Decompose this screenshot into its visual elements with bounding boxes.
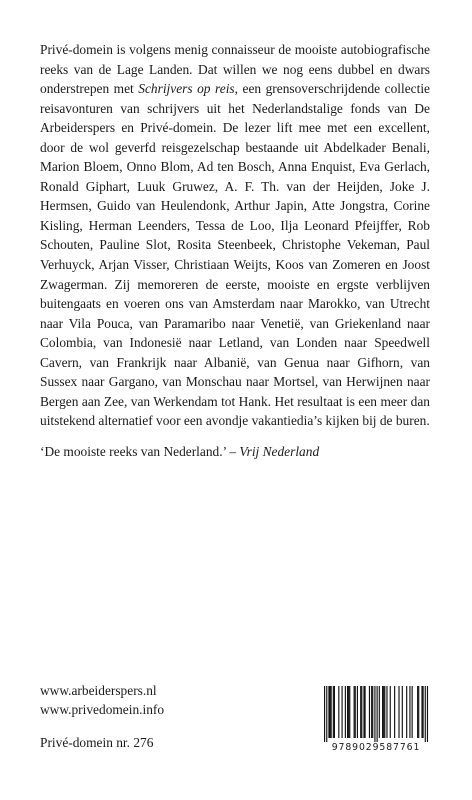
barcode-bar: [406, 686, 407, 738]
barcode-bar: [374, 686, 375, 742]
barcode-bar: [379, 686, 380, 738]
blurb-part-2: , een grensoverschrijdende collectie reisavonturen van schrijvers uit het Nederlandstalige fonds van De Arbeiderspers en Privé-domein. De lezer lift mee met een excellent, door de wol geverfd reisgezelschap bestaande uit Abdelkader Benali, Marion Bloem, Onno Blom, Ad ten Bosch, Anna Enquist, Eva Gerlach, Ronald Giphart, Luuk Gruwez, A. F. Th. van der Heijden, Joke J. Hermsen, Guido van Heulendonk, Arthur Japin, Atte Jongstra, Corine Kisling, Herman Leenders, Tessa de Loo, Ilja Leonard Pfeijffer, Rob Schouten, Pauline Slot, Rosita Steenbeek, Christophe Vekeman, Paul Verhuyck, Arjan Visser, Christiaan Weijts, Koos van Zomeren en Joost Zwagerman. Zij memoreren de eerste, mooiste en ergste verblijven buitengaats en voeren ons van Amsterdam naar Marokko, van Utrecht naar Vila Pouca, van Paramaribo naar Venetië, van Griekenland naar Colombia, van Indonesië naar Letland, van Londen naar Speedwell Cavern, van Frankrijk naar Albanië, van Genua naar Gifhorn, van Sussex naar Gargano, van Monschau naar Mortsel, van Herwijnen naar Bergen aan Zee, van Werkendam tot Hank. Het resultaat is een meer dan uitstekend alternatief voor een avondje vakantiedia’s kijken bij de buren.: [40, 81, 430, 429]
barcode-digits: 9789029587761: [331, 742, 421, 753]
barcode-bar: [421, 686, 422, 738]
url-arbeiderspers: www.arbeiderspers.nl: [40, 683, 157, 698]
barcode-bar: [398, 686, 399, 738]
barcode-bar: [360, 686, 361, 738]
barcode-bar: [390, 686, 391, 738]
barcode-bar: [348, 686, 349, 738]
barcode-bar: [334, 686, 335, 738]
barcode-bar: [369, 686, 370, 738]
barcode-bar: [418, 686, 419, 738]
barcode-bar: [363, 686, 364, 738]
barcode-bar: [361, 686, 362, 738]
blurb-text: [40, 40, 430, 431]
barcode-bar: [402, 686, 403, 738]
book-title-italic: Schrijvers op reis: [138, 81, 235, 97]
barcode-bar: [331, 686, 332, 738]
review-quote: [40, 442, 430, 462]
barcode-bar: [409, 686, 410, 738]
barcode-bar: [412, 686, 413, 738]
url-privedomein: www.privedomein.info: [40, 702, 165, 717]
barcode-bar: [347, 686, 348, 738]
barcode-bar: [345, 686, 346, 738]
publisher-urls: [40, 681, 290, 719]
barcode-bar: [372, 686, 373, 738]
barcode-bar: [371, 686, 372, 738]
barcode-bar: [355, 686, 356, 738]
blurb-part-1: Privé-domein is volgens menig connaisseur de mooiste autobiografische reeks van de Lage Landen. Dat willen we nog eens dubbel en dwars onderstrepen met: [40, 42, 430, 97]
quote-text: ‘De mooiste reeks van Nederland.’ –: [40, 444, 240, 459]
barcode-bar: [377, 686, 378, 742]
barcode-bar: [333, 686, 334, 738]
quote-source: Vrij Nederland: [239, 444, 320, 459]
barcode-bar: [417, 686, 418, 738]
barcode-bar: [324, 686, 325, 742]
barcode-bar: [382, 686, 383, 738]
barcode-bar: [357, 686, 358, 738]
barcode-bar: [342, 686, 343, 738]
barcode-bar: [384, 686, 385, 738]
barcode-bar: [326, 686, 327, 742]
series-number: Privé-domein nr. 276: [40, 735, 154, 750]
barcode-bar: [338, 686, 339, 738]
barcode-bar: [427, 686, 428, 742]
barcode-bar: [329, 686, 330, 738]
barcode-bar: [328, 686, 329, 738]
barcode-bar: [425, 686, 426, 742]
barcode-bar: [394, 686, 395, 738]
barcode-bar: [365, 686, 366, 738]
barcode-bar: [349, 686, 350, 738]
barcode-bar: [354, 686, 355, 738]
barcode-bar: [423, 686, 424, 738]
barcode-bars: [317, 686, 435, 742]
barcode-bar: [383, 686, 384, 738]
barcode-bar: [386, 686, 387, 738]
